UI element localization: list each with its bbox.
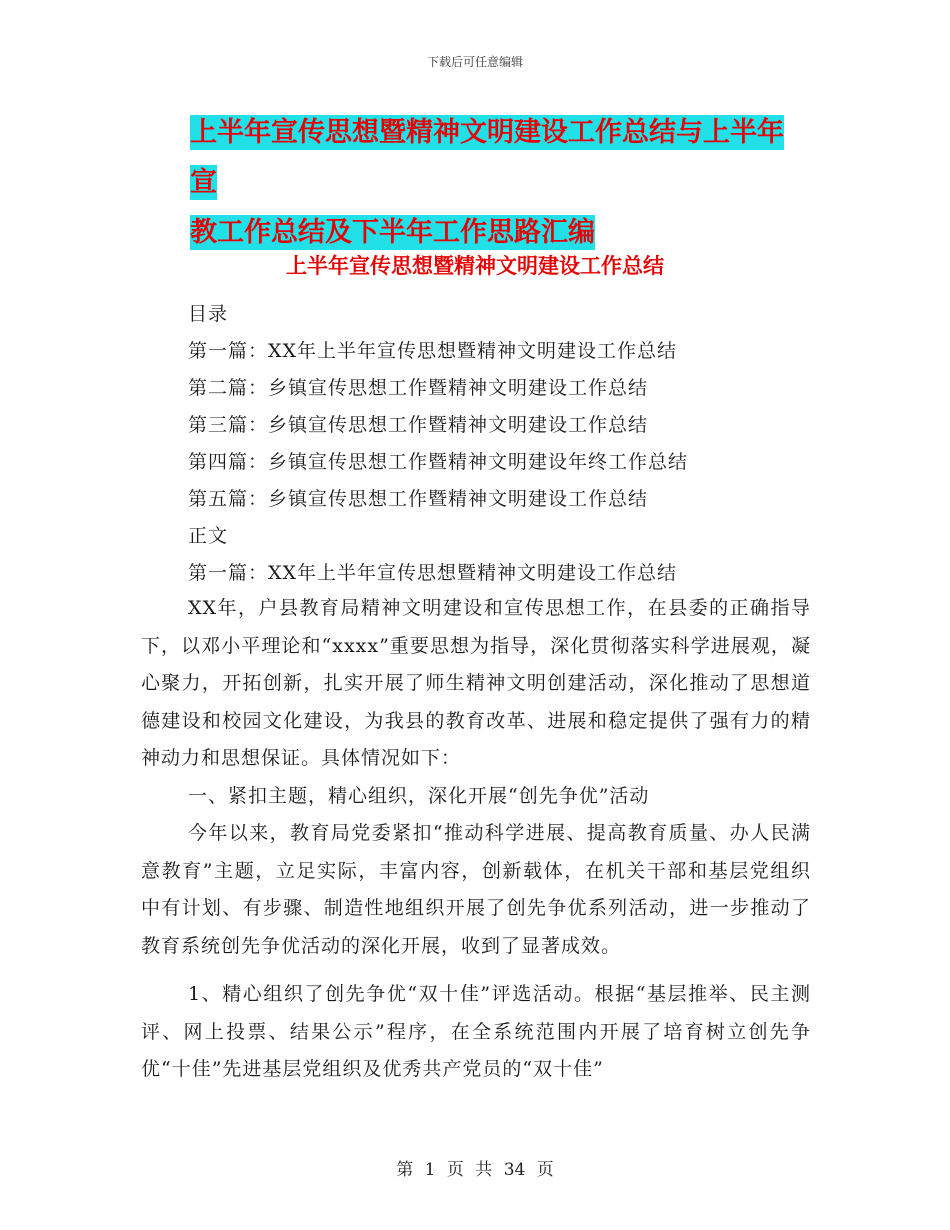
main-title-line-1: 上半年宣传思想暨精神文明建设工作总结与上半年宣 bbox=[190, 117, 784, 198]
part-heading: 第一篇：XX年上半年宣传思想暨精神文明建设工作总结 bbox=[188, 562, 678, 584]
toc-item: 第五篇：乡镇宣传思想工作暨精神文明建设工作总结 bbox=[188, 488, 649, 510]
toc-item: 第三篇：乡镇宣传思想工作暨精神文明建设工作总结 bbox=[188, 414, 649, 436]
body-label: 正文 bbox=[188, 525, 229, 547]
body-text bbox=[141, 590, 811, 1089]
paragraph: 今年以来，教育局党委紧扣“推动科学进展、提高教育质量、办人民满意教育”主题，立足实际，丰富内容，创新载体，在机关干部和基层党组织中有计划、有步骤、制造性地组织开展了创先争优系列活动，进一步推动了教育系统创先争优活动的深化开展，收到了显著成效。 bbox=[141, 822, 811, 957]
toc-item: 第四篇：乡镇宣传思想工作暨精神文明建设年终工作总结 bbox=[188, 451, 689, 473]
table-of-contents bbox=[188, 296, 828, 592]
toc-item: 第二篇：乡镇宣传思想工作暨精神文明建设工作总结 bbox=[188, 377, 649, 399]
document-main-title bbox=[190, 108, 810, 258]
paragraph: XX年，户县教育局精神文明建设和宣传思想工作，在县委的正确指导下，以邓小平理论和“xxxx”重要思想为指导，深化贯彻落实科学进展观，凝心聚力，开拓创新，扎实开展了师生精神文明创建活动，深化推动了思想道德建设和校园文化建设，为我县的教育改革、进展和稳定提供了强有力的精神动力和思想保证。具体情况如下： bbox=[141, 597, 811, 769]
paragraph: 1、精心组织了创先争优“双十佳”评选活动。根据“基层推举、民主测评、网上投票、结果公示”程序，在全系统范围内开展了培育树立创先争优“十佳”先进基层党组织及优秀共产党员的“双十佳” bbox=[141, 983, 811, 1080]
page-footer: 第 1 页 共 34 页 bbox=[396, 1160, 554, 1180]
section-subtitle: 上半年宣传思想暨精神文明建设工作总结 bbox=[286, 254, 664, 278]
section-heading: 一、紧扣主题，精心组织，深化开展“创先争优”活动 bbox=[188, 784, 650, 807]
header-note: 下载后可任意编辑 bbox=[426, 55, 523, 69]
toc-heading: 目录 bbox=[188, 303, 229, 325]
toc-item: 第一篇：XX年上半年宣传思想暨精神文明建设工作总结 bbox=[188, 340, 678, 362]
main-title-line-2: 教工作总结及下半年工作思路汇编 bbox=[190, 217, 595, 248]
